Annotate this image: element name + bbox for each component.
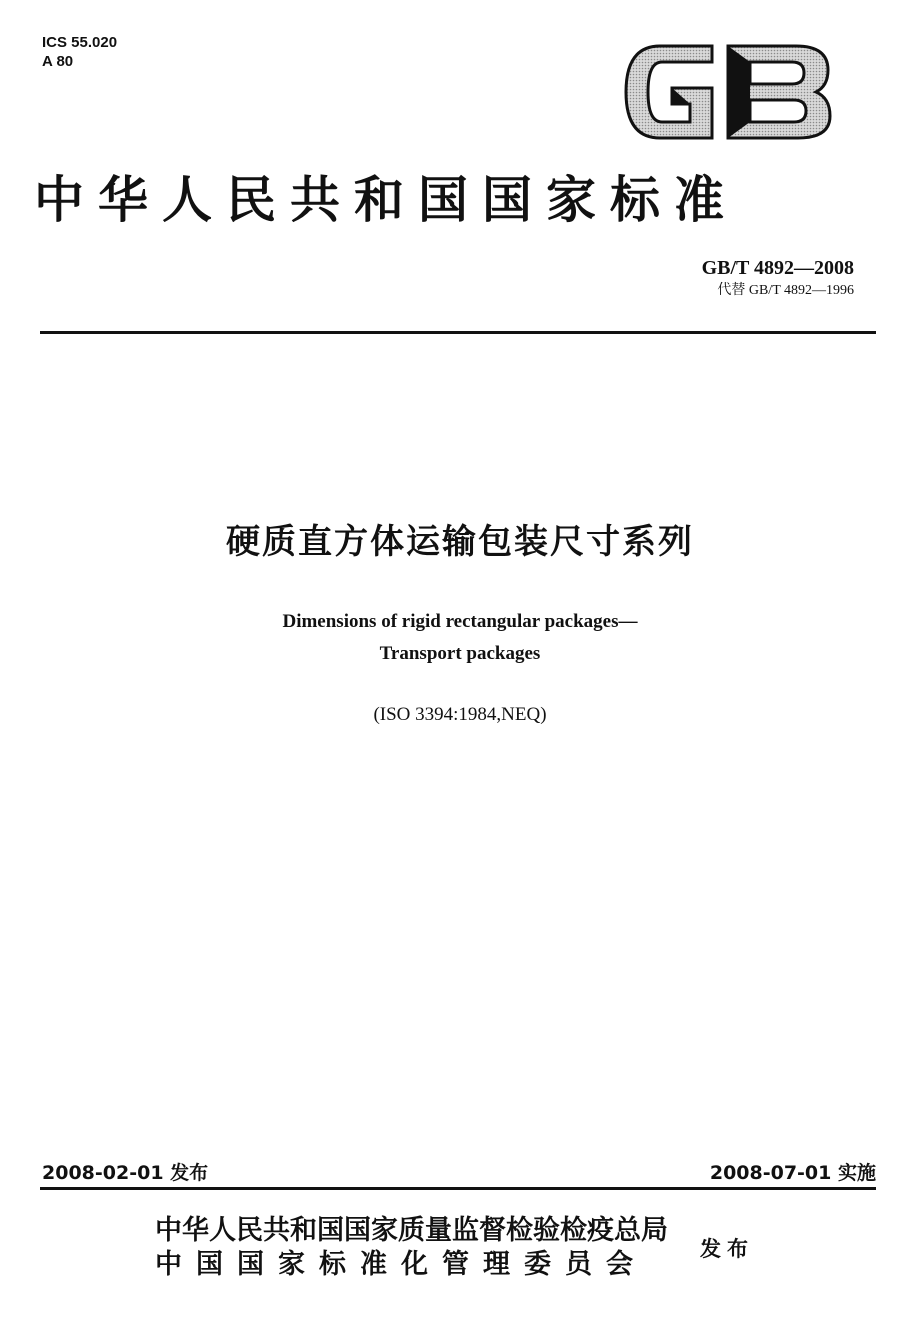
publish-label: 发布 bbox=[700, 1236, 754, 1261]
issuing-authorities bbox=[155, 1214, 675, 1282]
english-title-line2: Transport packages bbox=[379, 643, 541, 664]
implementation-date: 2008-07-01 实施 bbox=[709, 1162, 876, 1184]
gb-logo-icon bbox=[620, 40, 835, 144]
national-standard-title: 中华人民共和国国家标准 bbox=[34, 170, 738, 229]
issuer-line2: 中国国家标准化管理委员会 bbox=[155, 1249, 647, 1280]
gb-logo bbox=[620, 40, 835, 144]
document-title-chinese: 硬质直方体运输包装尺寸系列 bbox=[226, 522, 694, 562]
footer-divider bbox=[40, 1187, 876, 1190]
ccs-code: A 80 bbox=[42, 53, 74, 70]
adoption-reference: (ISO 3394:1984,NEQ) bbox=[373, 704, 547, 725]
standard-number: GB/T 4892—2008 bbox=[701, 257, 854, 279]
issuer-line1: 中华人民共和国国家质量监督检验检疫总局 bbox=[155, 1215, 668, 1246]
classification-codes bbox=[42, 33, 117, 71]
ics-code: ICS 55.020 bbox=[42, 34, 118, 51]
issue-date: 2008-02-01 发布 bbox=[42, 1162, 209, 1184]
header-divider bbox=[40, 331, 876, 334]
english-title-line1: Dimensions of rigid rectangular packages— bbox=[282, 611, 638, 632]
document-title-english bbox=[0, 606, 920, 670]
replaces-standard: 代替 GB/T 4892—1996 bbox=[717, 283, 854, 298]
